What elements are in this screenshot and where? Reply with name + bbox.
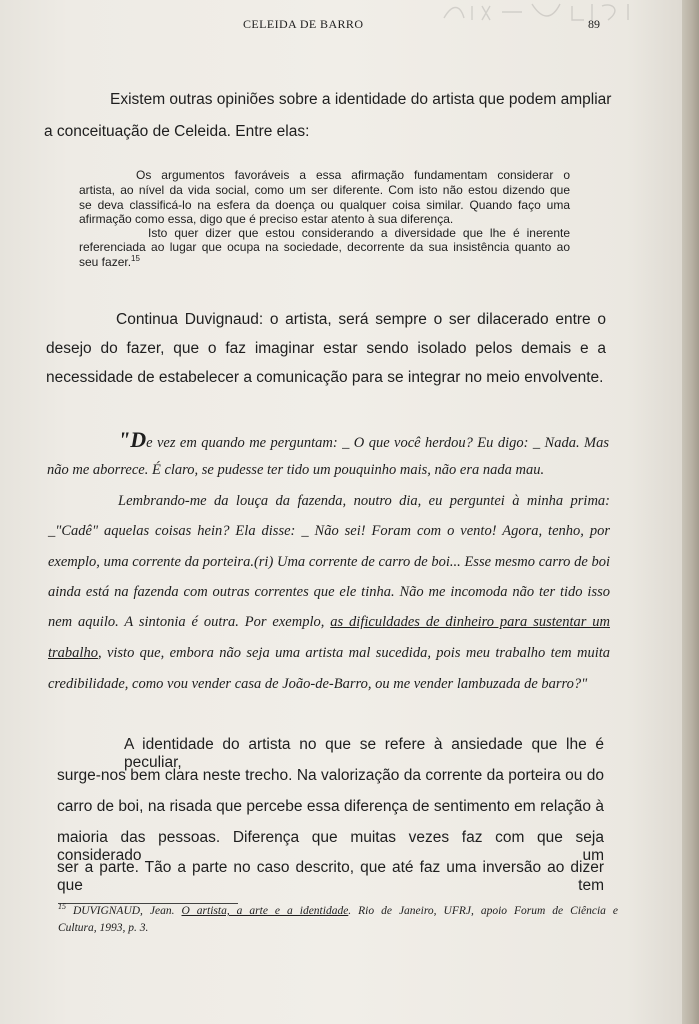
running-head: CELEIDA DE BARRO — [243, 17, 364, 31]
interview-line-4: _"Cadê" aquelas coisas hein? Ela disse: _ Não sei! Foram com o vento! Agora, tenho, por — [48, 523, 610, 539]
interview-line-5: exemplo, uma corrente da porteira.(ri) Uma corrente de carro de boi... Esse mesmo carro de boi — [48, 554, 610, 570]
intro-line-1: Existem outras opiniões sobre a identidade do artista que podem ampliar — [110, 91, 612, 108]
page-number: 89 — [588, 17, 600, 31]
footnote-rest: . Rio de Janeiro, UFRJ, apoio Forum de Ciência e — [348, 905, 618, 917]
book-spine-edge — [682, 0, 699, 1024]
underlined-word: trabalho — [48, 645, 98, 661]
para3-line-4: maioria das pessoas. Diferença que muitas vezes faz com que seja considerado um — [57, 829, 604, 864]
interview-line-3: Lembrando-me da louça da fazenda, noutro dia, eu perguntei à minha prima: — [118, 493, 610, 509]
interview-line-7-text: nem aquilo. A sintonia é outra. Por exemplo, — [48, 614, 331, 630]
interview-line-7 — [48, 614, 610, 631]
drop-letter: D — [130, 427, 147, 452]
quote-open-mark: " — [118, 427, 131, 452]
para3-line-5: ser a parte. Tão a parte no caso descrito, que até faz uma inversão ao dizer que tem — [57, 859, 604, 894]
footnote-author: DUVIGNAUD, Jean. — [66, 905, 182, 917]
para2-line-1: Continua Duvignaud: o artista, será sempre o ser dilacerado entre o — [116, 311, 606, 328]
interview-line-6: ainda está na fazenda com outras correntes que ele tinha. Não me incomoda não ter tido isso — [48, 584, 610, 600]
block-quote-line-5: Isto quer dizer que estou considerando a diversidade que lhe é inerente — [148, 226, 570, 240]
footnote-line-2: Cultura, 1993, p. 3. — [58, 922, 149, 934]
footnote-reference: 15 — [131, 254, 140, 263]
para3-line-3: carro de boi, na risada que percebe essa diferença de sentimento em relação à — [57, 798, 604, 815]
footnote-title: O artista, a arte e a identidade — [181, 905, 349, 917]
interview-line-9: credibilidade, como vou vender casa de João-de-Barro, ou me vender lambuzada de barro?" — [48, 676, 588, 692]
block-quote-last-text: seu fazer. — [79, 255, 132, 269]
interview-line-1-text: e vez em quando me perguntam: _ O que você herdou? Eu digo: _ Nada. Mas — [146, 435, 609, 451]
block-quote-line-7 — [79, 255, 140, 269]
interview-line-8-text: , visto que, embora não seja uma artista mal sucedida, pois meu trabalho tem muita — [97, 645, 610, 661]
block-quote-line-6: referenciada ao lugar que ocupa na sociedade, decorrente da sua insistência quanto ao — [79, 240, 570, 254]
underlined-phrase: as dificuldades de dinheiro para sustentar um — [330, 614, 610, 630]
block-quote-line-1: Os argumentos favoráveis a essa afirmação fundamentam considerar o — [136, 168, 570, 182]
footnote-line-1 — [58, 902, 618, 917]
interview-line-1 — [118, 427, 609, 453]
block-quote-line-2: artista, ao nível da vida social, como um ser diferente. Com isto não estou dizendo que — [79, 183, 570, 197]
para3-line-1: A identidade do artista no que se refere à ansiedade que lhe é peculiar, — [124, 736, 604, 771]
footnote-number: 15 — [58, 902, 66, 912]
interview-line-8 — [48, 645, 610, 662]
intro-line-2: a conceituação de Celeida. Entre elas: — [44, 123, 310, 140]
block-quote-line-3: se deva classificá-lo na esfera da doença ou qualquer coisa similar. Quando faço uma — [79, 198, 570, 212]
para2-line-2: desejo do fazer, que o faz imaginar estar sendo isolado pelos demais e a — [46, 340, 606, 357]
footnote-rule — [58, 903, 238, 904]
interview-line-2: não me aborrece. É claro, se pudesse ter tido um pouquinho mais, não era nada mau. — [47, 462, 545, 478]
pencil-annotation-mark — [442, 0, 642, 24]
para3-line-2: surge-nos bem clara neste trecho. Na valorização da corrente da porteira ou do — [57, 767, 604, 784]
para2-line-3: necessidade de estabelecer a comunicação para se integrar no meio envolvente. — [46, 369, 604, 386]
block-quote-line-4: afirmação como essa, digo que é preciso estar atento à sua diferença. — [79, 212, 454, 226]
